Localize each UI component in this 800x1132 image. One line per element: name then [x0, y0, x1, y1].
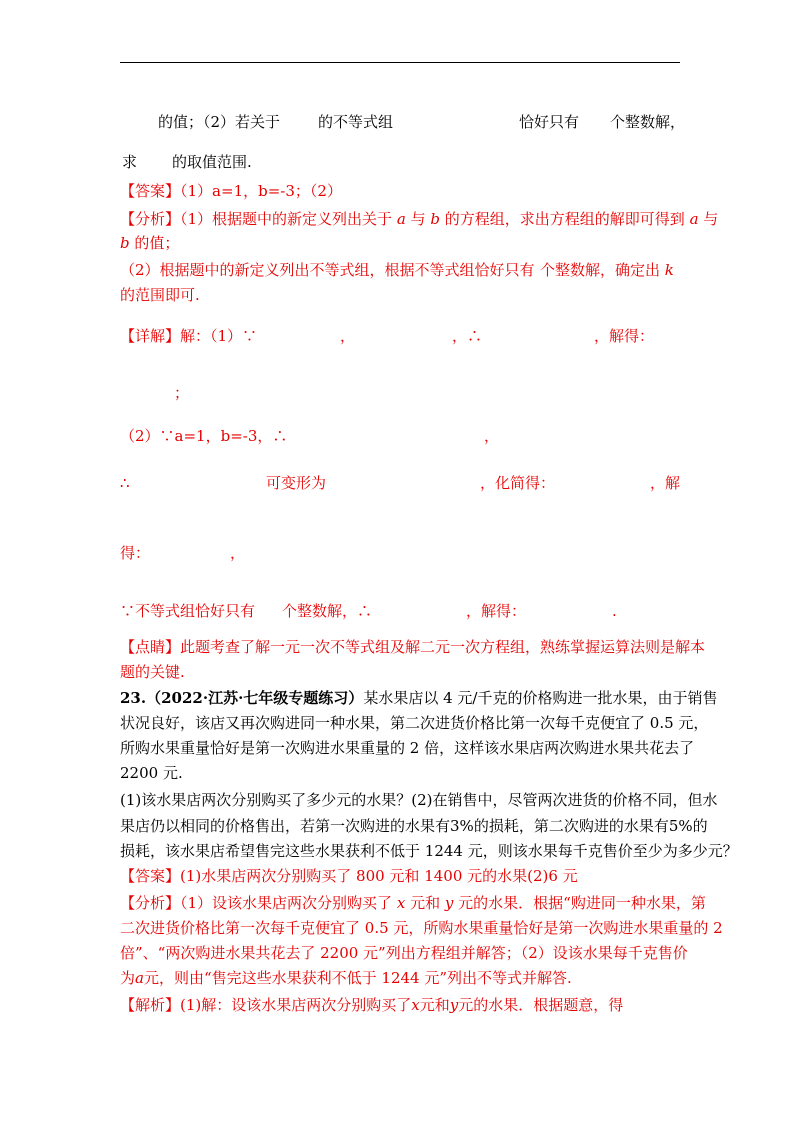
question-text: 某水果店以 4 元	[363, 689, 473, 707]
detail-text: 解：（1）∵	[180, 327, 258, 345]
analysis-23-line-2	[120, 918, 723, 938]
analysis-text: 元的水果．根据“购进同一种水果，第	[458, 894, 706, 912]
analysis-22-line-1	[120, 209, 718, 229]
answer-tag: 【答案】	[120, 182, 181, 200]
q23-line-5	[120, 790, 718, 810]
header-rule	[120, 62, 680, 63]
var-a: a	[135, 969, 144, 987]
detail-text: 得：	[120, 544, 151, 562]
answer-22	[120, 181, 342, 201]
analysis-22-line-3	[120, 260, 535, 280]
detail-22-line-3b	[484, 426, 499, 446]
analysis-22-line-4	[120, 285, 200, 305]
q23-line-6	[120, 816, 708, 836]
q22-text: 求	[122, 153, 138, 171]
detail-22-line-4d	[650, 473, 680, 493]
detail-text: 可变形为	[266, 474, 327, 492]
detail-text: ，∴	[452, 327, 483, 345]
question-text: 2200 元.	[120, 764, 183, 782]
q22-line-2b	[172, 152, 252, 172]
detail-22-line-5b	[230, 543, 245, 563]
question-number: 23.	[120, 689, 147, 707]
detail-text: 个整数解，∴	[282, 602, 373, 620]
q22-line-1	[158, 112, 280, 132]
jiexi-text: 元和	[419, 996, 450, 1014]
detail-22-line-6c	[466, 601, 526, 621]
q22-text: 的取值范围.	[172, 153, 252, 171]
jiexi-tag: 【解析】	[120, 996, 181, 1014]
detail-text: .	[612, 602, 617, 620]
comment-22-line-1	[120, 637, 705, 657]
q23-line-4	[120, 763, 183, 783]
q23-line-1	[120, 688, 717, 708]
detail-22-line-6b	[282, 601, 372, 621]
detail-text: ，化简得：	[480, 474, 556, 492]
analysis-text: 元，则由“售完这些水果获利不低于 1244 元”列出不等式并解答.	[143, 969, 572, 987]
q22-text: 的值；（2）若关于	[158, 113, 281, 131]
q23-line-7	[120, 841, 738, 861]
analysis-text: 二次进货价格比第一次每千克便宜了 0.5 元，所购水果重量恰好是第一次购进水果重量的 2	[120, 919, 723, 937]
var-k: k	[664, 261, 674, 279]
analysis-text: 的方程组，求出方程组的解即可得到	[444, 210, 685, 228]
question-text: 3%	[450, 817, 474, 835]
q22-text: 的不等式组	[318, 113, 394, 131]
comment-text: 题的关键.	[120, 663, 185, 681]
detail-22-line-1	[120, 326, 257, 346]
q22-text: 恰好只有	[519, 113, 580, 131]
detail-text: （2）∵a=1，b=-3，∴	[120, 427, 288, 445]
detail-22-line-1c	[452, 326, 482, 346]
analysis-22-line-2	[120, 233, 179, 253]
question-source: （2022·江苏·七年级专题练习）	[146, 689, 364, 707]
detail-22-line-6d	[612, 601, 617, 621]
comment-text: 此题考查了解一元一次不等式组及解二元一次方程组，熟练掌握运算法则是解本	[180, 638, 706, 656]
question-text: 损耗，该水果店希望售完这些水果获利不低于 1244 元，则该水果每千克售价至少为多少元？	[120, 842, 738, 860]
question-text: 的损耗，第二次购进的水果有	[473, 817, 669, 835]
var-y: y	[444, 894, 454, 912]
var-x: x	[396, 894, 406, 912]
detail-text: ∴	[120, 474, 130, 492]
answer-text: （1）a=1，b=-3；（2）	[180, 182, 342, 200]
question-text: 千克的价格购进一批水果，由于销售	[477, 689, 718, 707]
comment-tag: 【点睛】	[120, 638, 181, 656]
jiexi-23-line-1	[120, 995, 623, 1015]
detail-text: ，解得：	[594, 327, 655, 345]
analysis-text: 元和	[410, 894, 441, 912]
question-text: 状况良好，该店又再次购进同一种水果，第二次进货价格比第一次每千克便宜了 0.5 元，	[120, 714, 709, 732]
analysis-text: （1）设该水果店两次分别购买了	[180, 894, 393, 912]
var-x: x	[411, 996, 420, 1014]
jiexi-text: (1)解：设该水果店两次分别购买了	[180, 996, 412, 1014]
analysis-22-line-3b	[540, 260, 674, 280]
detail-22-line-4a	[120, 473, 130, 493]
analysis-text: 与	[410, 210, 426, 228]
analysis-text: 的值；	[134, 234, 180, 252]
q22-line-1c	[519, 112, 579, 132]
detail-text: ，解	[650, 474, 681, 492]
q22-line-1d	[610, 112, 685, 132]
analysis-tag: 【分析】	[120, 210, 181, 228]
q23-line-3	[120, 738, 694, 758]
q22-text: 个整数解，	[610, 113, 686, 131]
var-y: y	[449, 996, 459, 1014]
detail-22-line-3	[120, 426, 287, 446]
detail-text: ，	[484, 427, 500, 445]
analysis-23-line-3	[120, 943, 688, 963]
detail-tag: 【详解】	[120, 327, 181, 345]
question-text: 的	[692, 817, 708, 835]
detail-text: ；	[174, 384, 190, 402]
var-b: b	[120, 234, 130, 252]
q22-line-1b	[318, 112, 393, 132]
question-text: 果店仍以相同的价格售出，若第一次购进的水果有	[120, 817, 451, 835]
analysis-text: 与	[703, 210, 719, 228]
analysis-text: （2）根据题中的新定义列出不等式组，根据不等式组恰好只有	[120, 261, 535, 279]
detail-text: ，	[230, 544, 246, 562]
question-text: (1)该水果店两次分别购买了多少元的水果？(2)在销售中，尽管两次进货的价格不同，但水	[120, 791, 718, 809]
analysis-text: 的范围即可.	[120, 286, 200, 304]
analysis-text: （1）根据题中的新定义列出关于	[180, 210, 393, 228]
detail-text: ∵不等式组恰好只有	[120, 602, 256, 620]
answer-23	[120, 866, 578, 886]
detail-text: ，	[340, 327, 356, 345]
detail-22-line-4c	[480, 473, 555, 493]
analysis-text: 倍”、“两次购进水果共花去了 2200 元”列出方程组并解答；（2）设该水果每千克售价	[120, 944, 688, 962]
answer-tag: 【答案】	[120, 867, 181, 885]
analysis-tag: 【分析】	[120, 894, 181, 912]
detail-22-line-6a	[120, 601, 255, 621]
var-a: a	[689, 210, 699, 228]
analysis-text: 个整数解，确定出	[540, 261, 661, 279]
analysis-text: 为	[120, 969, 136, 987]
q23-line-2	[120, 713, 708, 733]
answer-text: (1)水果店两次分别购买了 800 元和 1400 元的水果(2)6 元	[180, 867, 578, 885]
analysis-23-line-1	[120, 893, 706, 913]
detail-22-line-5a	[120, 543, 150, 563]
jiexi-text: 元的水果．根据题意，得	[458, 996, 624, 1014]
detail-22-line-1b	[340, 326, 355, 346]
question-text: 5%	[668, 817, 693, 835]
var-a: a	[396, 210, 406, 228]
comment-22-line-2	[120, 662, 185, 682]
q22-line-2a	[122, 152, 137, 172]
detail-22-line-4b	[266, 473, 326, 493]
detail-22-line-2	[174, 383, 189, 403]
detail-22-line-1d	[594, 326, 654, 346]
var-b: b	[430, 210, 440, 228]
detail-text: ，解得：	[466, 602, 527, 620]
analysis-23-line-4	[120, 968, 572, 988]
question-text: 所购水果重量恰好是第一次购进水果重量的 2 倍，这样该水果店两次购进水果共花去了	[120, 739, 695, 757]
question-text: /	[472, 689, 478, 707]
